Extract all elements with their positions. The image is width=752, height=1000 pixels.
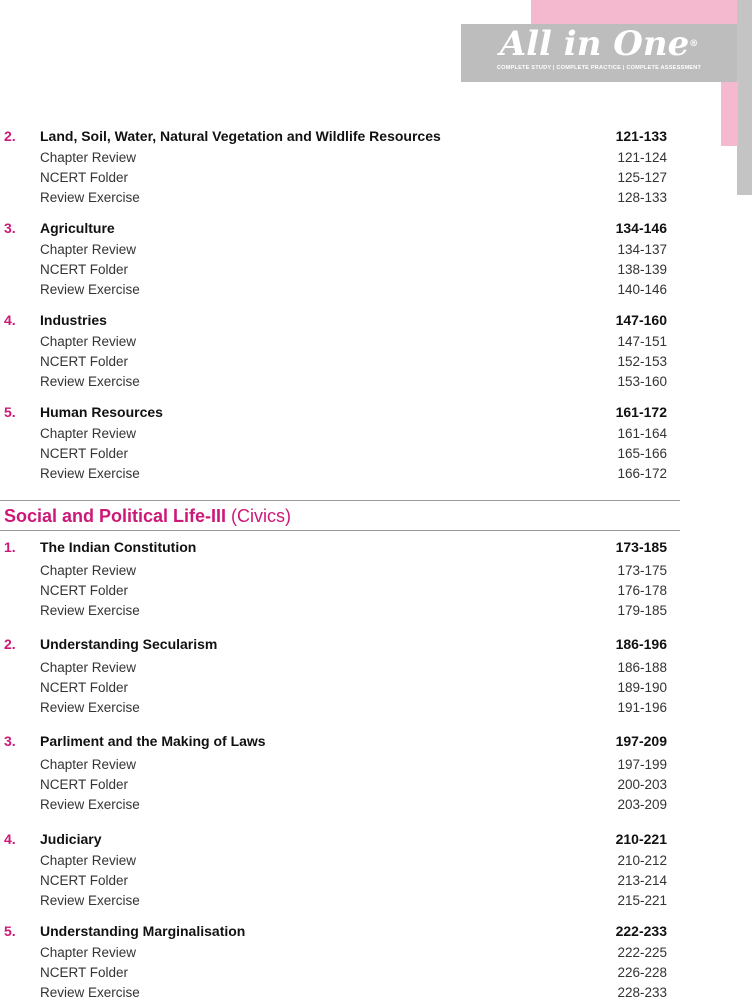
toc-chapter xyxy=(0,402,752,484)
section-page-range: 203-209 xyxy=(617,797,667,812)
section-page-range: 173-175 xyxy=(617,563,667,578)
chapter-title: Industries xyxy=(40,312,107,328)
chapter-number: 2. xyxy=(4,636,16,652)
section-page-range: 191-196 xyxy=(617,700,667,715)
section-label: Review Exercise xyxy=(40,797,140,812)
section-divider-top xyxy=(0,500,680,501)
section-label: Review Exercise xyxy=(40,893,140,908)
toc-chapter xyxy=(0,921,752,1000)
section-page-range: 134-137 xyxy=(617,242,667,257)
chapter-number: 2. xyxy=(4,128,16,144)
chapter-number: 1. xyxy=(4,539,16,555)
chapter-number: 3. xyxy=(4,220,16,236)
chapter-title: Understanding Marginalisation xyxy=(40,923,246,939)
section-page-range: 200-203 xyxy=(617,777,667,792)
section-page-range: 121-124 xyxy=(617,150,667,165)
chapter-page-range: 197-209 xyxy=(615,733,667,749)
toc-chapter xyxy=(0,310,752,392)
section-page-range: 161-164 xyxy=(617,426,667,441)
section-label: Chapter Review xyxy=(40,945,137,960)
chapter-page-range: 222-233 xyxy=(615,923,667,939)
section-page-range: 226-228 xyxy=(617,965,667,980)
section-page-range: 128-133 xyxy=(617,190,667,205)
section-page-range: 152-153 xyxy=(617,354,667,369)
section-label: Chapter Review xyxy=(40,563,137,578)
toc-chapter xyxy=(0,218,752,300)
chapter-number: 4. xyxy=(4,831,16,847)
toc-chapter xyxy=(0,634,752,718)
brand-pink-tab xyxy=(531,0,752,24)
logo-text: All in One xyxy=(499,24,690,64)
section-label: NCERT Folder xyxy=(40,873,129,888)
chapter-number: 5. xyxy=(4,923,16,939)
section-divider-bottom xyxy=(0,530,680,531)
section-page-range: 165-166 xyxy=(617,446,667,461)
section-label: Review Exercise xyxy=(40,603,140,618)
section-label: NCERT Folder xyxy=(40,680,129,695)
chapter-number: 3. xyxy=(4,733,16,749)
chapter-page-range: 147-160 xyxy=(615,312,667,328)
brand-logo xyxy=(461,24,737,82)
chapter-number: 5. xyxy=(4,404,16,420)
section-page-range: 176-178 xyxy=(617,583,667,598)
section-label: NCERT Folder xyxy=(40,446,129,461)
section-label: Chapter Review xyxy=(40,757,137,772)
toc-chapter xyxy=(0,731,752,815)
section-label: Review Exercise xyxy=(40,282,140,297)
chapter-page-range: 210-221 xyxy=(615,831,667,847)
section-label: NCERT Folder xyxy=(40,354,129,369)
section-page-range: 186-188 xyxy=(617,660,667,675)
section-label: Review Exercise xyxy=(40,700,140,715)
section-label: Chapter Review xyxy=(40,334,137,349)
section-page-range: 140-146 xyxy=(617,282,667,297)
section-label: NCERT Folder xyxy=(40,262,129,277)
toc-chapter xyxy=(0,126,752,208)
chapter-title: Understanding Secularism xyxy=(40,636,218,652)
section-page-range: 138-139 xyxy=(617,262,667,277)
section-page-range: 166-172 xyxy=(617,466,667,481)
chapter-title: Parliment and the Making of Laws xyxy=(40,733,266,749)
section-page-range: 147-151 xyxy=(617,334,667,349)
chapter-title: Land, Soil, Water, Natural Vegetation and Wildlife Resources xyxy=(40,128,441,144)
section-page-range: 213-214 xyxy=(617,873,667,888)
section-heading-sub: (Civics) xyxy=(226,506,292,526)
chapter-page-range: 186-196 xyxy=(615,636,667,652)
section-heading-main: Social and Political Life-III xyxy=(4,506,227,526)
section-label: Review Exercise xyxy=(40,190,140,205)
section-page-range: 153-160 xyxy=(617,374,667,389)
logo-tagline: COMPLETE STUDY | COMPLETE PRACTICE | COMPLETE ASSESSMENT xyxy=(496,65,702,71)
section-label: NCERT Folder xyxy=(40,965,129,980)
chapter-title: Human Resources xyxy=(40,404,163,420)
section-label: Chapter Review xyxy=(40,853,137,868)
section-page-range: 228-233 xyxy=(617,985,667,1000)
section-page-range: 179-185 xyxy=(617,603,667,618)
section-page-range: 125-127 xyxy=(617,170,667,185)
section-label: Review Exercise xyxy=(40,985,140,1000)
toc-chapter xyxy=(0,537,752,621)
chapter-number: 4. xyxy=(4,312,16,328)
section-label: NCERT Folder xyxy=(40,170,129,185)
chapter-page-range: 134-146 xyxy=(615,220,667,236)
section-label: Review Exercise xyxy=(40,374,140,389)
chapter-page-range: 161-172 xyxy=(615,404,667,420)
section-label: Chapter Review xyxy=(40,660,137,675)
chapter-title: Agriculture xyxy=(40,220,115,236)
section-label: Chapter Review xyxy=(40,150,137,165)
section-label: NCERT Folder xyxy=(40,777,129,792)
section-label: NCERT Folder xyxy=(40,583,129,598)
section-page-range: 222-225 xyxy=(617,945,667,960)
section-label: Chapter Review xyxy=(40,242,137,257)
section-heading xyxy=(4,503,291,529)
chapter-title: The Indian Constitution xyxy=(40,539,197,555)
section-label: Chapter Review xyxy=(40,426,137,441)
section-page-range: 210-212 xyxy=(617,853,667,868)
section-label: Review Exercise xyxy=(40,466,140,481)
chapter-page-range: 173-185 xyxy=(615,539,667,555)
logo-registered-mark: ® xyxy=(689,39,699,49)
chapter-page-range: 121-133 xyxy=(615,128,667,144)
section-page-range: 197-199 xyxy=(617,757,667,772)
toc-chapter xyxy=(0,829,752,911)
section-page-range: 189-190 xyxy=(617,680,667,695)
chapter-title: Judiciary xyxy=(40,831,102,847)
section-page-range: 215-221 xyxy=(617,893,667,908)
